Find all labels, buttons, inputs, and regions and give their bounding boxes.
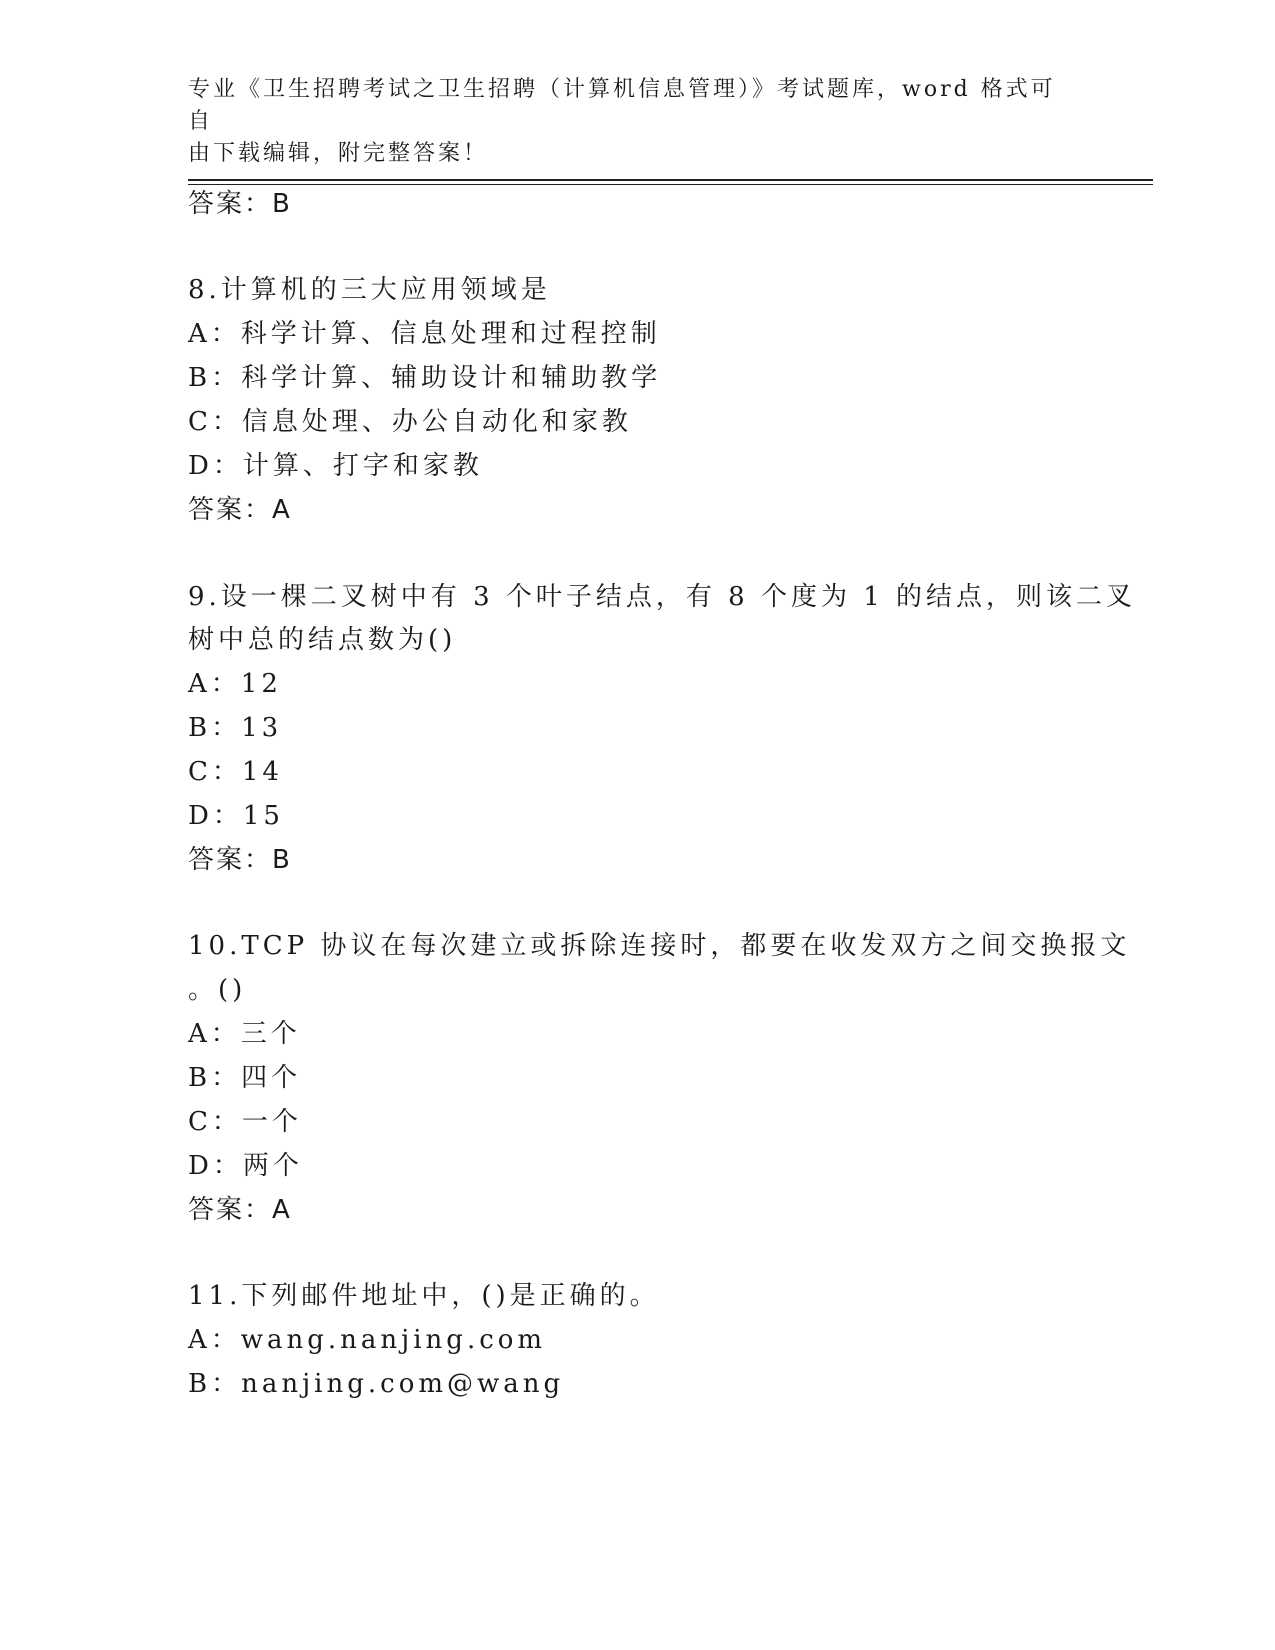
question-11-stem: 11.下列邮件地址中，()是正确的。 [188,1281,660,1311]
question-10-stem-line-2: 。() [188,975,247,1005]
document-header [188,74,1068,170]
question-9-option-c: C：14 [188,757,283,787]
question-8-option-a: A：科学计算、信息处理和过程控制 [188,319,661,349]
question-10-option-a: A：三个 [188,1019,301,1049]
question-10-answer: 答案：A [188,1195,292,1225]
question-9-option-b: B：13 [188,713,283,743]
question-8-stem: 8.计算机的三大应用领域是 [188,275,551,305]
question-10-option-b: B：四个 [188,1063,302,1093]
question-8-option-b: B：科学计算、辅助设计和辅助教学 [188,363,662,393]
header-divider-thick [188,179,1153,181]
question-8-option-c: C：信息处理、办公自动化和家教 [188,407,632,437]
header-line-1: 专业《卫生招聘考试之卫生招聘（计算机信息管理）》考试题库，word 格式可自 [188,77,1056,134]
question-10-option-c: C：一个 [188,1107,302,1137]
question-9-option-a: A：12 [188,669,282,699]
question-9-stem-line-2: 树中总的结点数为() [188,625,457,655]
question-9-answer: 答案：B [188,845,292,875]
question-9-stem-line-1: 9.设一棵二叉树中有 3 个叶子结点，有 8 个度为 1 的结点，则该二叉 [188,582,1137,612]
previous-answer: 答案：B [188,189,292,219]
question-8-answer: 答案：A [188,495,292,525]
question-11-option-b: B：nanjing.com@wang [188,1369,565,1399]
question-11-option-a: A：wang.nanjing.com [188,1325,547,1355]
question-10-option-d: D：两个 [188,1151,303,1181]
question-9-option-d: D：15 [188,801,284,831]
header-line-2: 由下载编辑，附完整答案！ [188,141,489,166]
header-divider-thin [188,184,1153,185]
question-8-option-d: D：计算、打字和家教 [188,451,483,481]
question-10-stem-line-1: 10.TCP 协议在每次建立或拆除连接时，都要在收发双方之间交换报文 [188,931,1131,961]
